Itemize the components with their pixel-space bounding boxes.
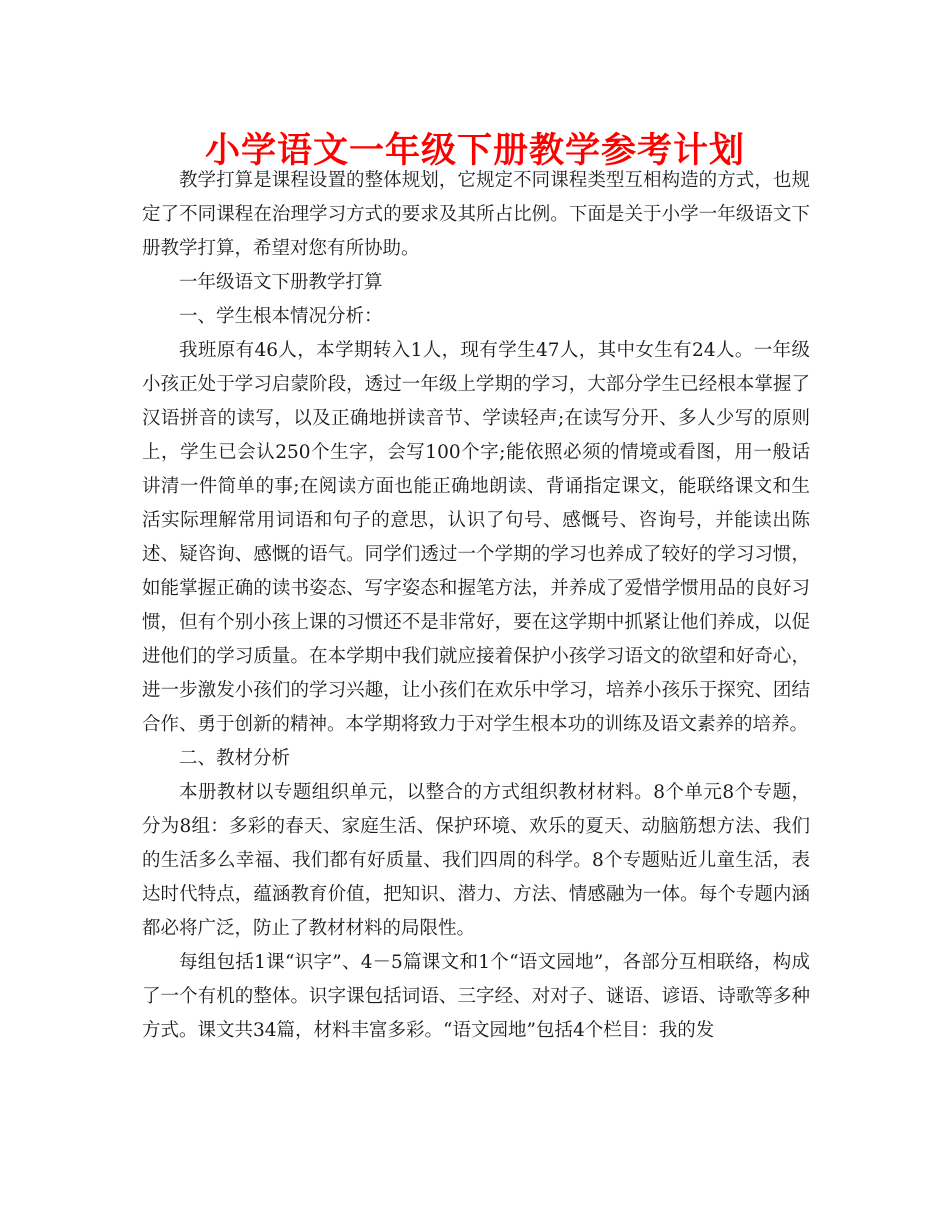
document-title: 小学语文一年级下册教学参考计划 (204, 131, 745, 171)
section-heading-textbook-analysis: 二、教材分析 (179, 748, 291, 769)
document-body (142, 164, 810, 1048)
textbook-analysis-paragraph: 本册教材以专题组织单元，以整合的方式组织教材材料。8个单元8个专题，分为8组：多彩的春天、家庭生活、保护环境、欢乐的夏天、动脑筋想方法、我们的生活多么幸福、我们都有好质量、我们四周的科学。8个专题贴近儿童生活，表达时代特点，蕴涵教育价值，把知识、潜力、方法、情感融为一体。每个专题内涵都必将广泛，防止了教材材料的局限性。 (142, 782, 810, 939)
unit-structure-paragraph: 每组包括1课“识字”、4－5篇课文和1个“语文园地”，各部分互相联络，构成了一个有机的整体。识字课包括词语、三字经、对对子、谜语、谚语、诗歌等多种方式。课文共34篇，材料丰富多彩。“语文园地”包括4个栏目：我的发 (142, 952, 810, 1041)
section-heading-student-analysis: 一、学生根本情况分析： (179, 306, 383, 327)
plan-subtitle: 一年级语文下册教学打算 (179, 272, 383, 293)
student-analysis-paragraph: 我班原有46人，本学期转入1人，现有学生47人，其中女生有24人。一年级小孩正处于学习启蒙阶段，透过一年级上学期的学习，大部分学生已经根本掌握了汉语拼音的读写，以及正确地拼读音节、学读轻声;在读写分开、多人少写的原则上，学生已会认250个生字，会写100个字;能依照必须的情境或看图，用一般话讲清一件简单的事;在阅读方面也能正确地朗读、背诵指定课文，能联络课文和生活实际理解常用词语和句子的意思，认识了句号、感慨号、咨询号，并能读出陈述、疑咨询、感慨的语气。同学们透过一个学期的学习也养成了较好的学习习惯，如能掌握正确的读书姿态、写字姿态和握笔方法，并养成了爱惜学惯用品的良好习惯，但有个别小孩上课的习惯还不是非常好，要在这学期中抓紧让他们养成，以促进他们的学习质量。在本学期中我们就应接着保护小孩学习语文的欲望和好奇心，进一步激发小孩们的学习兴趣，让小孩们在欢乐中学习，培养小孩乐于探究、团结合作、勇于创新的精神。本学期将致力于对学生根本功的训练及语文素养的培养。 (142, 340, 810, 735)
intro-paragraph: 教学打算是课程设置的整体规划，它规定不同课程类型互相构造的方式，也规定了不同课程在治理学习方式的要求及其所占比例。下面是关于小学一年级语文下册教学打算，希望对您有所协助。 (142, 170, 810, 259)
